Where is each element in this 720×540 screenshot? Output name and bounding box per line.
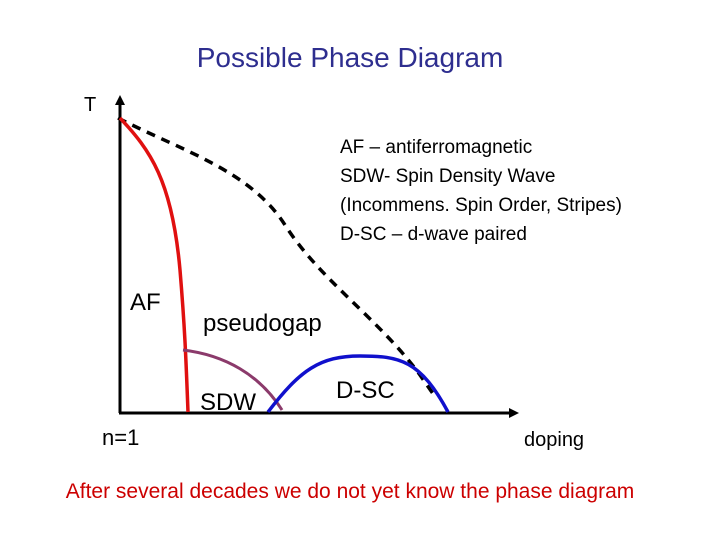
region-label-dsc: D-SC (336, 377, 395, 404)
af-boundary-curve (120, 118, 188, 412)
region-label-sdw: SDW (200, 389, 256, 416)
region-label-pseudogap: pseudogap (203, 310, 322, 337)
legend-line-stripes: (Incommens. Spin Order, Stripes) (340, 195, 622, 216)
footer-note: After several decades we do not yet know the phase diagram (65, 480, 635, 503)
legend (340, 137, 622, 245)
x-origin-label: n=1 (102, 425, 140, 450)
legend-line-af: AF – antiferromagnetic (340, 137, 533, 158)
x-axis-label: doping (524, 429, 585, 451)
region-label-af: AF (130, 289, 161, 316)
y-axis-label: T (84, 94, 97, 116)
page-title: Possible Phase Diagram (196, 42, 504, 73)
legend-line-sdw: SDW- Spin Density Wave (340, 166, 556, 187)
legend-line-dsc: D-SC – d-wave paired (340, 224, 527, 245)
